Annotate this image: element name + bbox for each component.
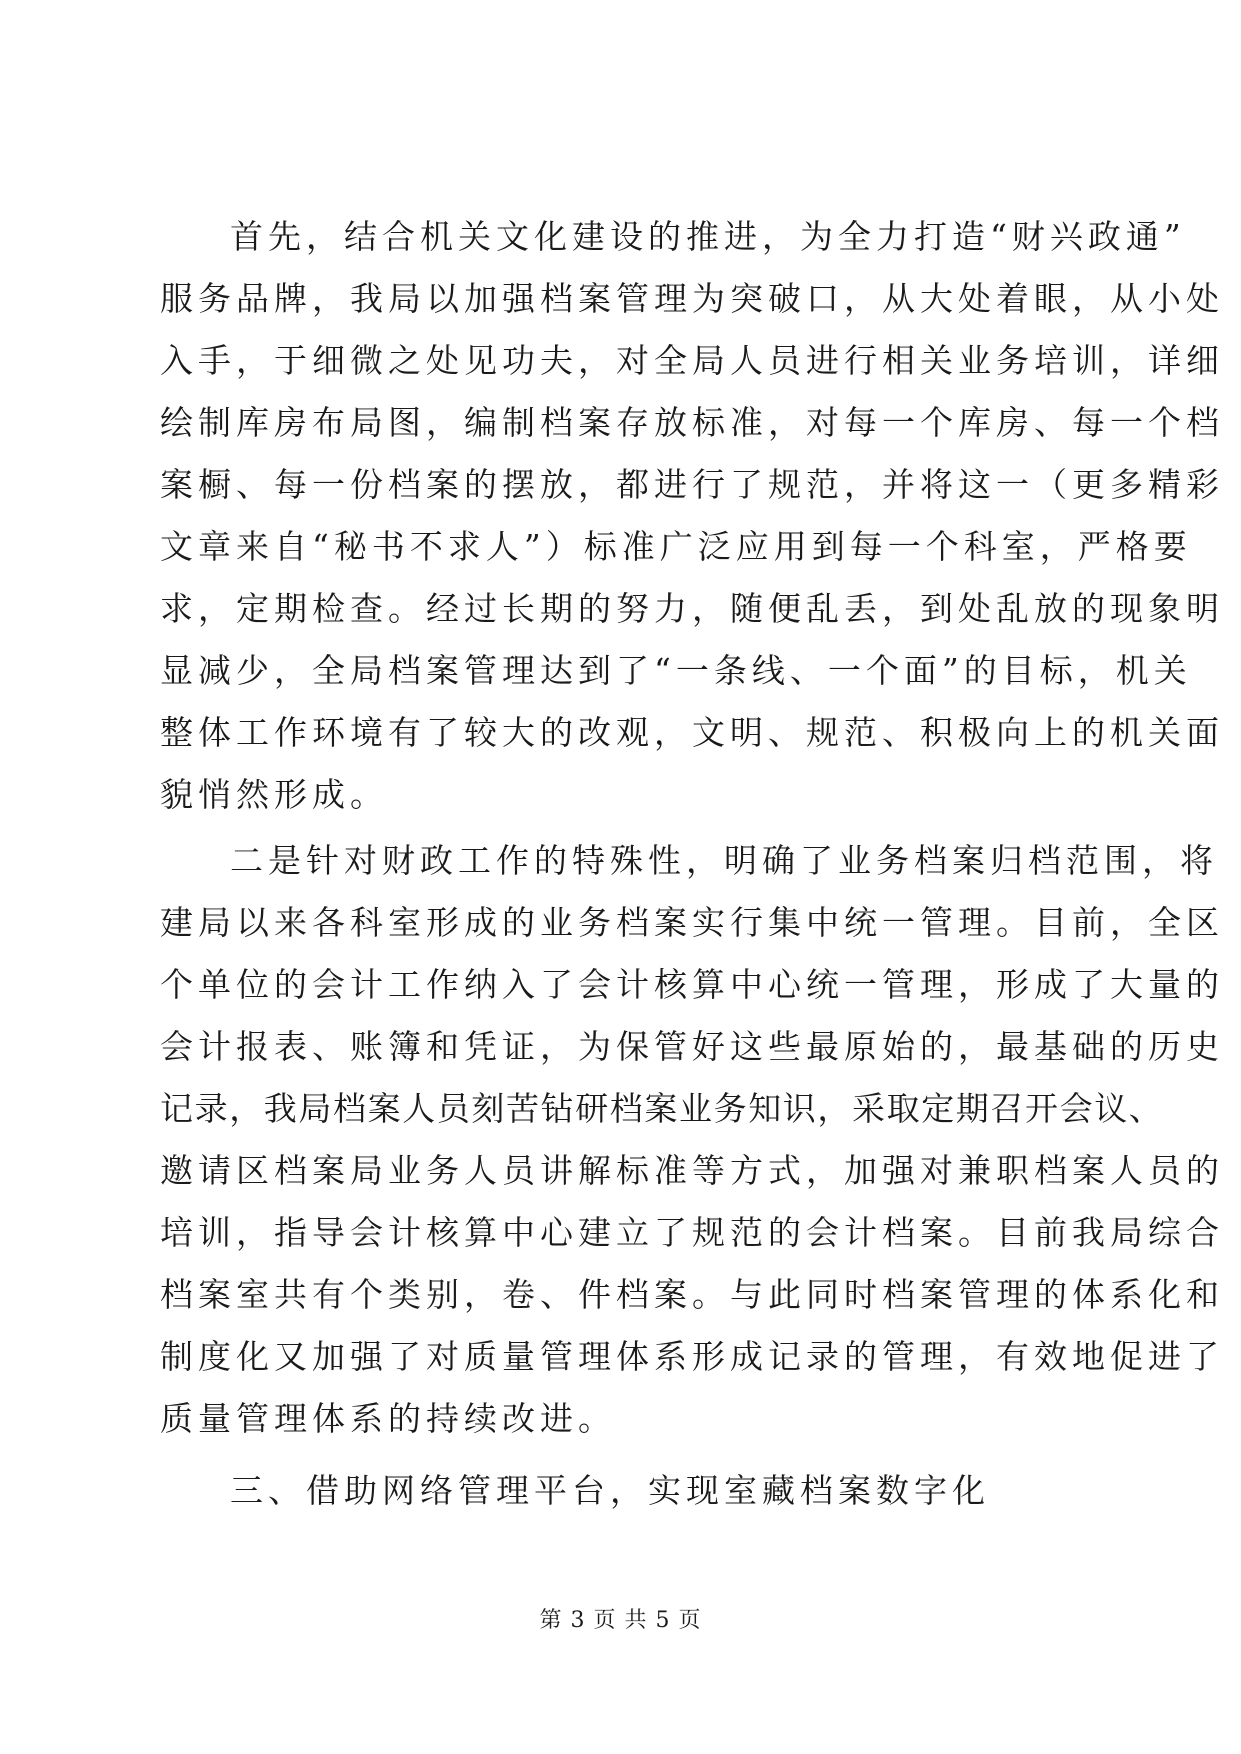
document-body xyxy=(160,206,1224,1522)
paragraph-line: 显减少，全局档案管理达到了“一条线、一个面”的目标，机关 xyxy=(160,651,1192,690)
paragraph-line: 档案室共有个类别，卷、件档案。与此同时档案管理的体系化和 xyxy=(160,1275,1224,1314)
paragraph-line: 求，定期检查。经过长期的努力，随便乱丢，到处乱放的现象明 xyxy=(160,589,1224,628)
paragraph-line: 入手，于细微之处见功夫，对全局人员进行相关业务培训，详细 xyxy=(160,341,1224,380)
paragraph-line: 服务品牌，我局以加强档案管理为突破口，从大处着眼，从小处 xyxy=(160,279,1224,318)
paragraph-line: 制度化又加强了对质量管理体系形成记录的管理，有效地促进了 xyxy=(160,1337,1224,1376)
paragraph-line: 二是针对财政工作的特殊性，明确了业务档案归档范围，将 xyxy=(230,841,1218,880)
paragraph-2 xyxy=(160,830,1224,1450)
paragraph-line: 建局以来各科室形成的业务档案实行集中统一管理。目前，全区 xyxy=(160,903,1224,942)
section-heading-text: 三、借助网络管理平台，实现室藏档案数字化 xyxy=(230,1471,990,1510)
paragraph-line: 培训，指导会计核算中心建立了规范的会计档案。目前我局综合 xyxy=(160,1213,1224,1252)
paragraph-line: 会计报表、账簿和凭证，为保管好这些最原始的，最基础的历史 xyxy=(160,1027,1224,1066)
paragraph-line: 貌悄然形成。 xyxy=(160,775,388,814)
section-heading xyxy=(230,1460,1090,1522)
paragraph-line: 整体工作环境有了较大的改观，文明、规范、积极向上的机关面 xyxy=(160,713,1224,752)
paragraph-line: 案橱、每一份档案的摆放，都进行了规范，并将这一（更多精彩 xyxy=(160,465,1224,504)
paragraph-line: 邀请区档案局业务人员讲解标准等方式，加强对兼职档案人员的 xyxy=(160,1151,1224,1190)
paragraph-line: 质量管理体系的持续改进。 xyxy=(160,1399,616,1438)
paragraph-line: 记录，我局档案人员刻苦钻研档案业务知识，采取定期召开会议、 xyxy=(160,1089,1164,1128)
paragraph-line: 绘制库房布局图，编制档案存放标准，对每一个库房、每一个档 xyxy=(160,403,1224,442)
paragraph-line: 个单位的会计工作纳入了会计核算中心统一管理，形成了大量的 xyxy=(160,965,1224,1004)
paragraph-line: 首先，结合机关文化建设的推进，为全力打造“财兴政通” xyxy=(230,217,1186,256)
paragraph-line: 文章来自“秘书不求人”）标准广泛应用到每一个科室，严格要 xyxy=(160,527,1192,566)
paragraph-1 xyxy=(160,206,1224,826)
page-number-footer: 第 3 页 共 5 页 xyxy=(539,1608,702,1633)
